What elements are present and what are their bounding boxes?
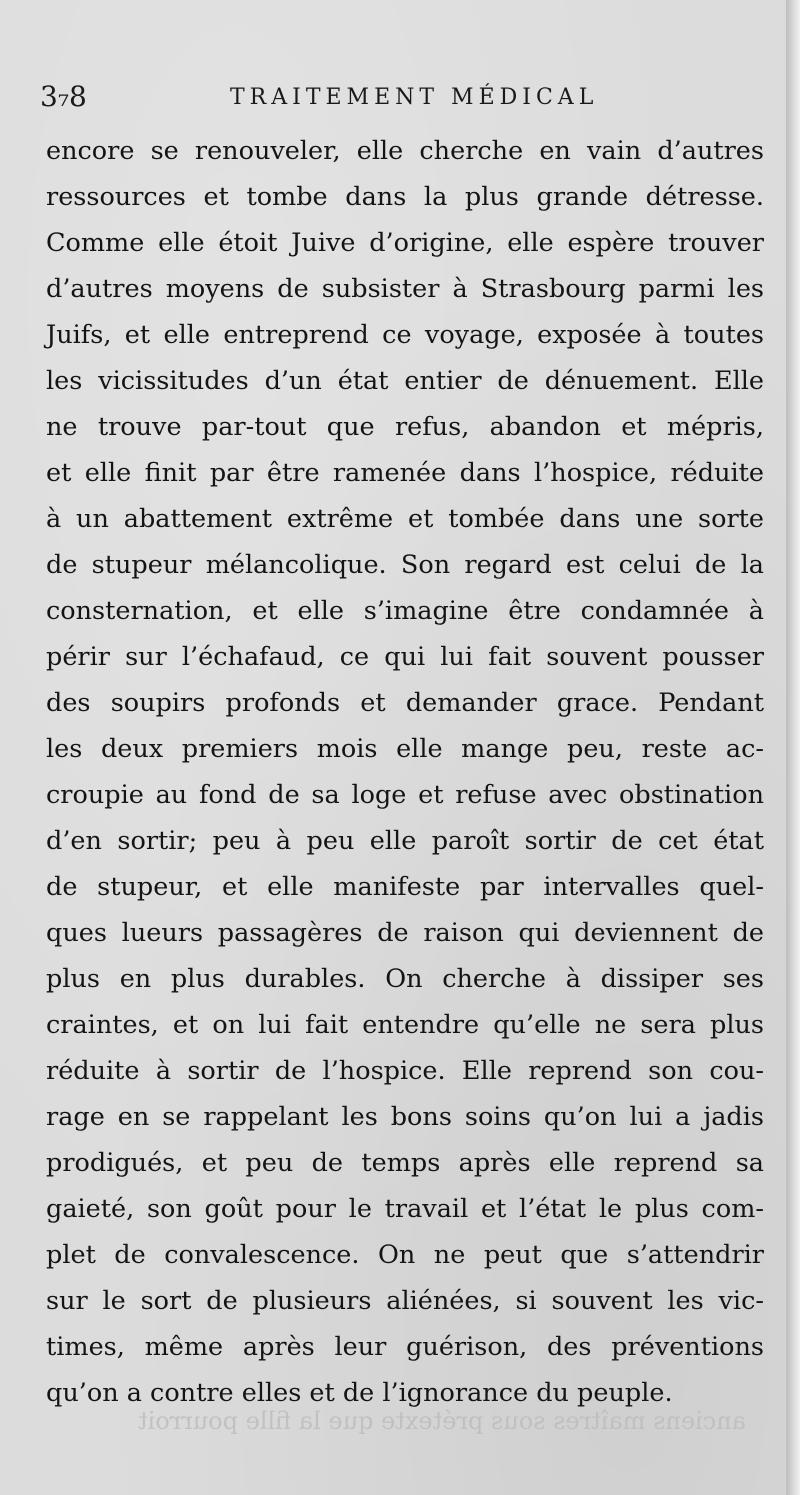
text-line: les deux premiers mois elle mange peu, reste ac-: [46, 734, 764, 764]
text-line: craintes, et on lui fait entendre qu’elle ne sera plus: [46, 1010, 764, 1040]
text-line: plus en plus durables. On cherche à dissiper ses: [46, 964, 764, 994]
text-line: de stupeur, et elle manifeste par intervalles quel-: [46, 872, 764, 902]
text-line: gaieté, son goût pour le travail et l’état le plus com-: [46, 1194, 764, 1224]
text-line: sur le sort de plusieurs aliénées, si souvent les vic-: [46, 1286, 764, 1316]
text-line: à un abattement extrême et tombée dans une sorte: [46, 504, 764, 534]
text-line: rage en se rappelant les bons soins qu’on lui a jadis: [46, 1102, 764, 1132]
page-number: 3₇8: [40, 80, 87, 113]
running-title: TRAITEMENT MÉDICAL: [230, 85, 599, 110]
text-line: consternation, et elle s’imagine être condamnée à: [46, 596, 764, 626]
text-line: ne trouve par-tout que refus, abandon et mépris,: [46, 412, 764, 442]
bleed-through-text: anciens maîtres sous prétexte que la fille pourroit: [137, 1407, 746, 1435]
text-line: d’en sortir; peu à peu elle paroît sortir de cet état: [46, 826, 764, 856]
text-line: périr sur l’échafaud, ce qui lui fait souvent pousser: [46, 642, 764, 672]
page-header: [40, 80, 740, 114]
text-line: ques lueurs passagères de raison qui deviennent de: [46, 918, 764, 948]
text-line: times, même après leur guérison, des préventions: [46, 1332, 764, 1362]
text-line: plet de convalescence. On ne peut que s’attendrir: [46, 1240, 764, 1270]
text-line: et elle finit par être ramenée dans l’hospice, réduite: [46, 458, 764, 488]
text-line: Comme elle étoit Juive d’origine, elle espère trouver: [46, 228, 764, 258]
text-line: réduite à sortir de l’hospice. Elle reprend son cou-: [46, 1056, 764, 1086]
text-line: des soupirs profonds et demander grace. Pendant: [46, 688, 764, 718]
text-line: prodigués, et peu de temps après elle reprend sa: [46, 1148, 764, 1178]
text-line: Juifs, et elle entreprend ce voyage, exposée à toutes: [46, 320, 764, 350]
text-line: encore se renouveler, elle cherche en vain d’autres: [46, 136, 764, 166]
text-line: ressources et tombe dans la plus grande détresse.: [46, 182, 764, 212]
text-line: d’autres moyens de subsister à Strasbourg parmi les: [46, 274, 764, 304]
text-line: qu’on a contre elles et de l’ignorance du peuple.: [46, 1378, 673, 1408]
body-text: [46, 128, 764, 1416]
text-line: les vicissitudes d’un état entier de dénuement. Elle: [46, 366, 764, 396]
page-edge: [786, 0, 800, 1495]
text-line: croupie au fond de sa loge et refuse avec obstination: [46, 780, 764, 810]
text-line: de stupeur mélancolique. Son regard est celui de la: [46, 550, 764, 580]
